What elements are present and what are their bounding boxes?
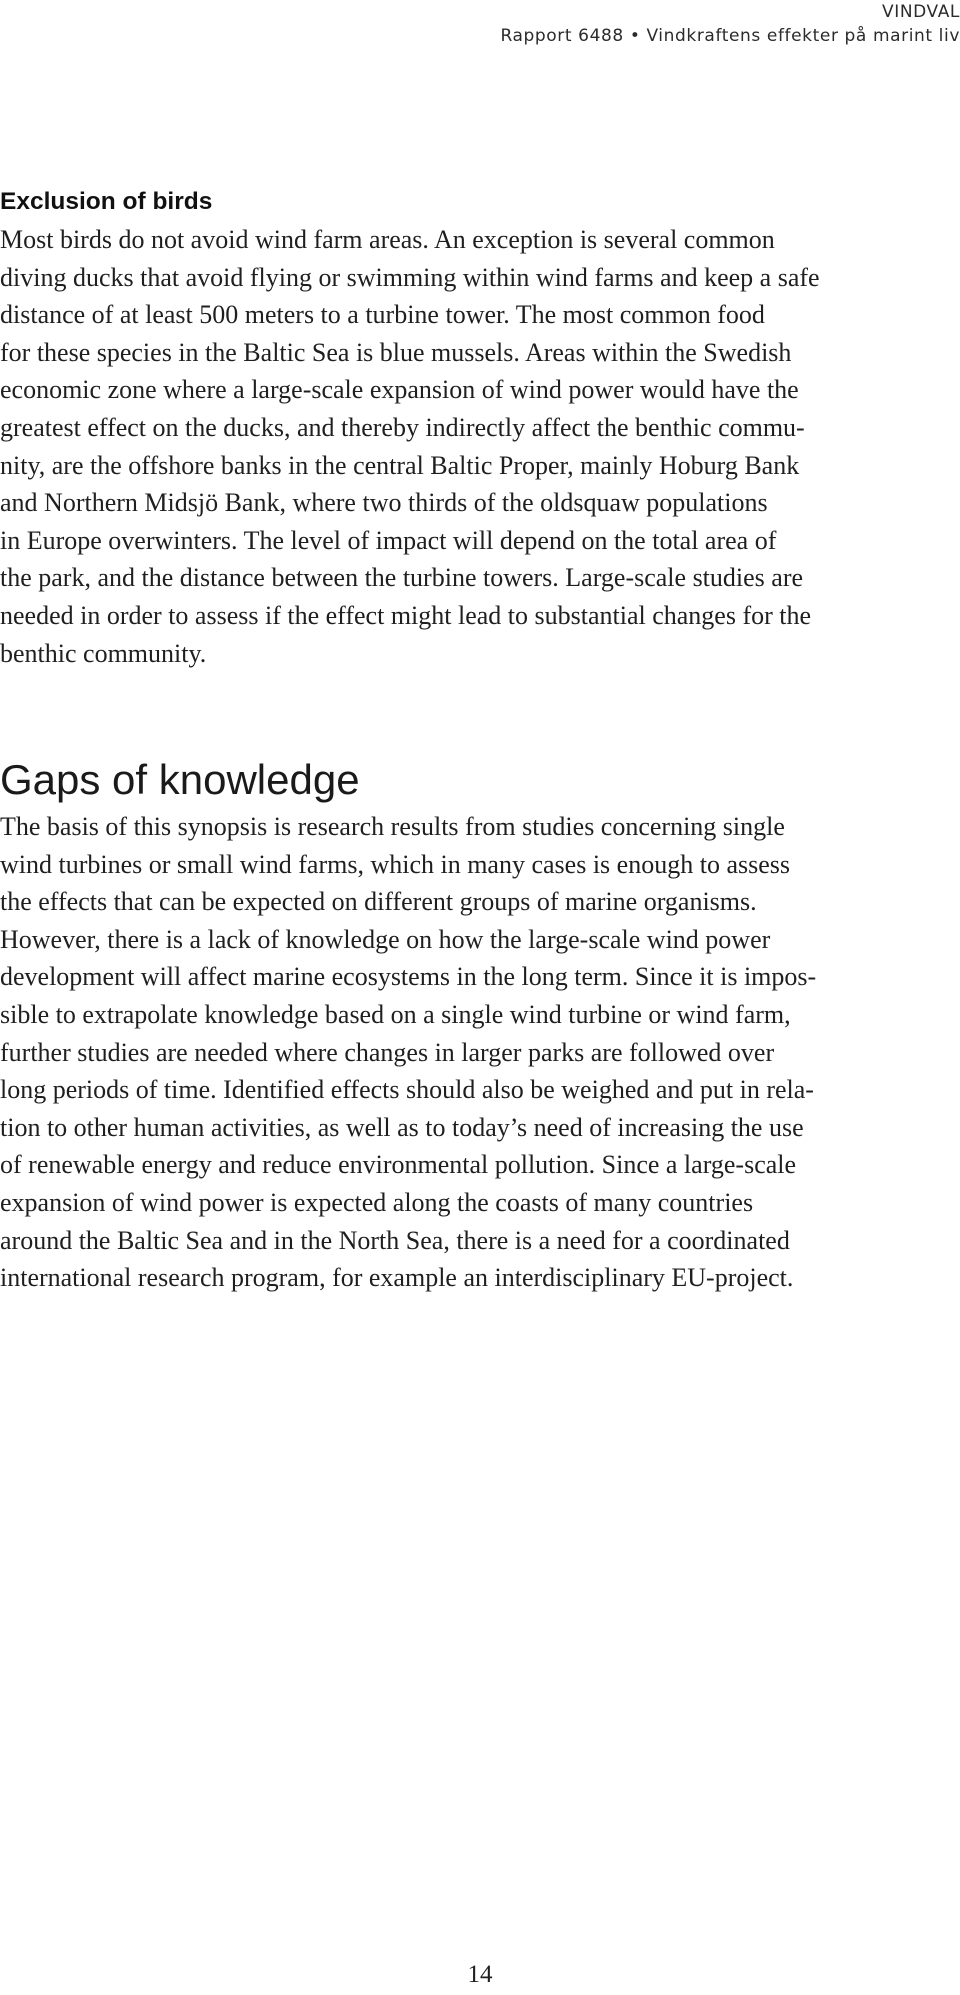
- text-line: in Europe overwinters. The level of impact will depend on the total area of: [0, 525, 777, 555]
- text-line: of renewable energy and reduce environmental pollution. Since a large-scale: [0, 1150, 797, 1180]
- text-line: diving ducks that avoid flying or swimming within wind farms and keep a safe: [0, 262, 820, 292]
- text-line: international research program, for example an interdisciplinary EU-project.: [0, 1263, 794, 1293]
- text-line: However, there is a lack of knowledge on how the large-scale wind power: [0, 924, 771, 954]
- text-line: development will affect marine ecosystems in the long term. Since it is impos-: [0, 962, 817, 992]
- text-line: wind turbines or small wind farms, which in many cases is enough to assess: [0, 849, 790, 879]
- text-line: further studies are needed where changes in larger parks are followed over: [0, 1037, 775, 1067]
- text-line: needed in order to assess if the effect might lead to substantial changes for the: [0, 600, 812, 630]
- header-series: VINDVAL: [882, 2, 960, 22]
- text-line: tion to other human activities, as well as to today’s need of increasing the use: [0, 1112, 804, 1142]
- section-exclusion-of-birds: [0, 183, 958, 672]
- text-line: nity, are the offshore banks in the central Baltic Proper, mainly Hoburg Bank: [0, 450, 800, 480]
- text-line: long periods of time. Identified effects should also be weighed and put in rela-: [0, 1075, 814, 1105]
- text-line: greatest effect on the ducks, and thereby indirectly affect the benthic commu-: [0, 412, 805, 442]
- text-line: Most birds do not avoid wind farm areas. An exception is several common: [0, 225, 775, 254]
- text-line: the effects that can be expected on different groups of marine organisms.: [0, 887, 757, 917]
- text-line: economic zone where a large-scale expansion of wind power would have the: [0, 375, 799, 405]
- section-gaps-of-knowledge: [0, 752, 958, 1297]
- subheading-exclusion-of-birds: Exclusion of birds: [0, 188, 213, 215]
- running-header: [250, 0, 960, 48]
- text-line: expansion of wind power is expected along the coasts of many countries: [0, 1187, 754, 1217]
- text-line: for these species in the Baltic Sea is blue mussels. Areas within the Swedish: [0, 337, 792, 367]
- heading-gaps-of-knowledge: Gaps of knowledge: [0, 756, 360, 803]
- text-line: benthic community.: [0, 638, 207, 668]
- text-line: and Northern Midsjö Bank, where two thirds of the oldsquaw populations: [0, 488, 768, 518]
- text-line: The basis of this synopsis is research results from studies concerning single: [0, 812, 785, 841]
- paragraph-exclusion-of-birds: [0, 221, 958, 672]
- text-line: around the Baltic Sea and in the North Sea, there is a need for a coordinated: [0, 1225, 790, 1255]
- page-number: 14: [467, 1961, 493, 1988]
- text-line: the park, and the distance between the turbine towers. Large-scale studies are: [0, 563, 804, 593]
- text-line: distance of at least 500 meters to a turbine tower. The most common food: [0, 300, 765, 330]
- text-line: sible to extrapolate knowledge based on a single wind turbine or wind farm,: [0, 999, 791, 1029]
- header-report-title: Rapport 6488 • Vindkraftens effekter på marint liv: [500, 26, 960, 46]
- paragraph-gaps-of-knowledge: [0, 808, 958, 1297]
